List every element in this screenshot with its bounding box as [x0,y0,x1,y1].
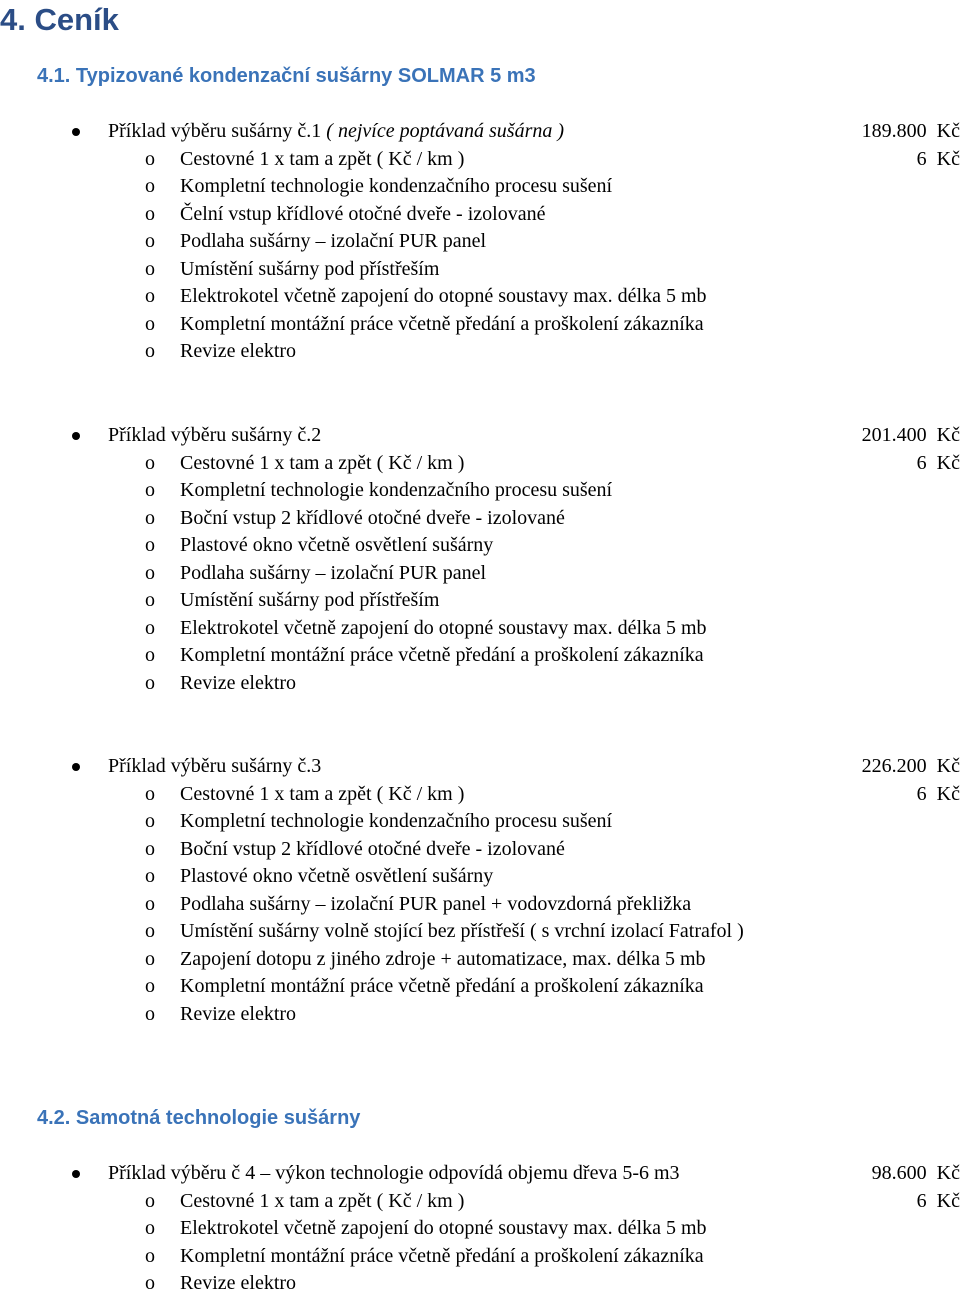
price-value: 6 [916,451,927,474]
list-item-text: Kompletní montážní práce včetně předání a proškolení zákazníka [180,1244,704,1267]
list-item [0,808,960,836]
example-row [0,1160,960,1188]
list-item [0,587,960,615]
list-item-text: Elektrokotel včetně zapojení do otopné soustavy max. délka 5 mb [180,285,707,307]
sub-bullet-icon: o [145,865,155,887]
list-item [0,642,960,670]
sub-bullet-icon: o [145,312,155,335]
list-item [0,256,960,284]
price-value: 189.800 [861,120,927,142]
sub-bullet-icon: o [145,257,155,280]
list-item [0,311,960,339]
list-item-text: Cestovné 1 x tam a zpět ( Kč / km ) [180,147,465,170]
price-currency: Kč [936,147,960,170]
sub-bullet-icon: o [145,1272,155,1294]
item-price [917,1188,960,1216]
list-item [0,173,960,201]
item-price [917,450,960,478]
price-currency: Kč [936,755,960,777]
bullet-icon [72,128,80,136]
sub-bullet-icon: o [145,1244,155,1267]
list-item-text: Podlaha sušárny – izolační PUR panel + vodovzdorná překližka [180,892,692,915]
price-value: 201.400 [861,424,927,446]
list-item [0,450,960,478]
list-item-text: Revize elektro [180,1002,297,1025]
list-item-text: Boční vstup 2 křídlové otočné dveře - izolované [180,506,565,529]
sub-bullet-icon: o [145,892,155,915]
example-label [108,422,321,450]
list-item-text: Boční vstup 2 křídlové otočné dveře - izolované [180,837,565,860]
bullet-icon [72,1170,80,1178]
sub-bullet-icon: o [145,202,155,225]
list-item [0,863,960,891]
list-item [0,505,960,533]
item-price [917,146,960,174]
sub-bullet-icon: o [145,671,155,694]
page-title: 4. Ceník [0,2,119,37]
example-label-text: Příklad výběru sušárny č.1 [108,120,327,142]
example-row [0,118,960,146]
list-item-text: Umístění sušárny pod přístřeším [180,589,440,611]
price-currency: Kč [936,451,960,474]
sub-bullet-icon: o [145,644,155,666]
list-item-text: Podlaha sušárny – izolační PUR panel [180,230,487,252]
bullet-icon [72,432,80,440]
section-heading: 4.1. Typizované kondenzační sušárny SOLMAR 5 m3 [37,65,536,87]
sub-bullet-icon: o [145,616,155,639]
sub-bullet-icon: o [145,340,155,362]
price-value: 6 [916,782,927,805]
example-label [108,118,564,146]
list-item [0,1188,960,1216]
list-item-text: Zapojení dotopu z jiného zdroje + automatizace, max. délka 5 mb [180,947,706,970]
list-item [0,228,960,256]
list-item-text: Plastové okno včetně osvětlení sušárny [180,865,494,887]
sub-bullet-icon: o [145,285,155,307]
list-item [0,201,960,229]
list-item [0,283,960,311]
list-item [0,146,960,174]
sub-bullet-icon: o [145,147,155,170]
list-item [0,973,960,1001]
list-item [0,891,960,919]
example-note: ( nejvíce poptávaná sušárna ) [326,120,565,142]
sub-bullet-icon: o [145,534,155,556]
sub-bullet-icon: o [145,782,155,805]
sub-bullet-icon: o [145,920,155,942]
price-currency: Kč [936,424,960,446]
list-item [0,477,960,505]
list-item-text: Revize elektro [180,1272,297,1294]
list-item [0,615,960,643]
price-currency: Kč [936,120,960,142]
sub-bullet-icon: o [145,479,155,501]
list-item [0,338,960,366]
sub-bullet-icon: o [145,589,155,611]
list-item-text: Cestovné 1 x tam a zpět ( Kč / km ) [180,451,465,474]
list-item-text: Kompletní montážní práce včetně předání a proškolení zákazníka [180,644,704,666]
sub-bullet-icon: o [145,451,155,474]
sub-bullet-icon: o [145,506,155,529]
bullet-icon [72,763,80,771]
price-value: 226.200 [861,755,927,777]
list-item-text: Umístění sušárny volně stojící bez přístřeší ( s vrchní izolací Fatrafol ) [180,920,744,942]
list-item-text: Cestovné 1 x tam a zpět ( Kč / km ) [180,1189,465,1212]
sub-bullet-icon: o [145,1002,155,1025]
list-item [0,1243,960,1271]
item-price [917,781,960,809]
sub-bullet-icon: o [145,561,155,584]
sub-bullet-icon: o [145,175,155,197]
sub-bullet-icon: o [145,947,155,970]
sub-bullet-icon: o [145,1217,155,1239]
example-label [108,753,321,781]
price-currency: Kč [936,1162,960,1184]
list-item [0,946,960,974]
list-item-text: Elektrokotel včetně zapojení do otopné soustavy max. délka 5 mb [180,1217,707,1239]
list-item-text: Čelní vstup křídlové otočné dveře - izolované [180,202,546,225]
list-item-text: Revize elektro [180,671,297,694]
list-item-text: Kompletní montážní práce včetně předání a proškolení zákazníka [180,312,704,335]
list-item [0,560,960,588]
sub-bullet-icon: o [145,810,155,832]
list-item [0,781,960,809]
list-item-text: Umístění sušárny pod přístřeším [180,257,440,280]
list-item-text: Kompletní technologie kondenzačního procesu sušení [180,810,613,832]
list-item [0,836,960,864]
list-item-text: Kompletní technologie kondenzačního procesu sušení [180,479,613,501]
list-item [0,1215,960,1243]
list-item [0,1270,960,1298]
list-item-text: Kompletní technologie kondenzačního procesu sušení [180,175,613,197]
example-price [862,118,960,146]
sub-bullet-icon: o [145,1189,155,1212]
example-label [108,1160,680,1188]
price-value: 6 [916,1189,927,1212]
price-currency: Kč [936,1189,960,1212]
list-item-text: Plastové okno včetně osvětlení sušárny [180,534,494,556]
example-label-text: Příklad výběru sušárny č.2 [108,424,322,446]
list-item-text: Cestovné 1 x tam a zpět ( Kč / km ) [180,782,465,805]
list-item [0,532,960,560]
list-item [0,670,960,698]
example-price [872,1160,960,1188]
sub-bullet-icon: o [145,975,155,997]
price-value: 98.600 [871,1162,927,1184]
list-item-text: Kompletní montážní práce včetně předání a proškolení zákazníka [180,975,704,997]
price-value: 6 [916,147,927,170]
list-item [0,918,960,946]
sub-bullet-icon: o [145,230,155,252]
list-item-text: Revize elektro [180,340,297,362]
example-label-text: Příklad výběru č 4 – výkon technologie odpovídá objemu dřeva 5-6 m3 [108,1162,680,1184]
list-item-text: Podlaha sušárny – izolační PUR panel [180,561,487,584]
list-item [0,1001,960,1029]
section-heading: 4.2. Samotná technologie sušárny [37,1107,361,1129]
sub-bullet-icon: o [145,837,155,860]
example-price [862,753,960,781]
price-currency: Kč [936,782,960,805]
list-item-text: Elektrokotel včetně zapojení do otopné soustavy max. délka 5 mb [180,616,707,639]
example-label-text: Příklad výběru sušárny č.3 [108,755,322,777]
example-price [862,422,960,450]
example-row [0,753,960,781]
example-row [0,422,960,450]
